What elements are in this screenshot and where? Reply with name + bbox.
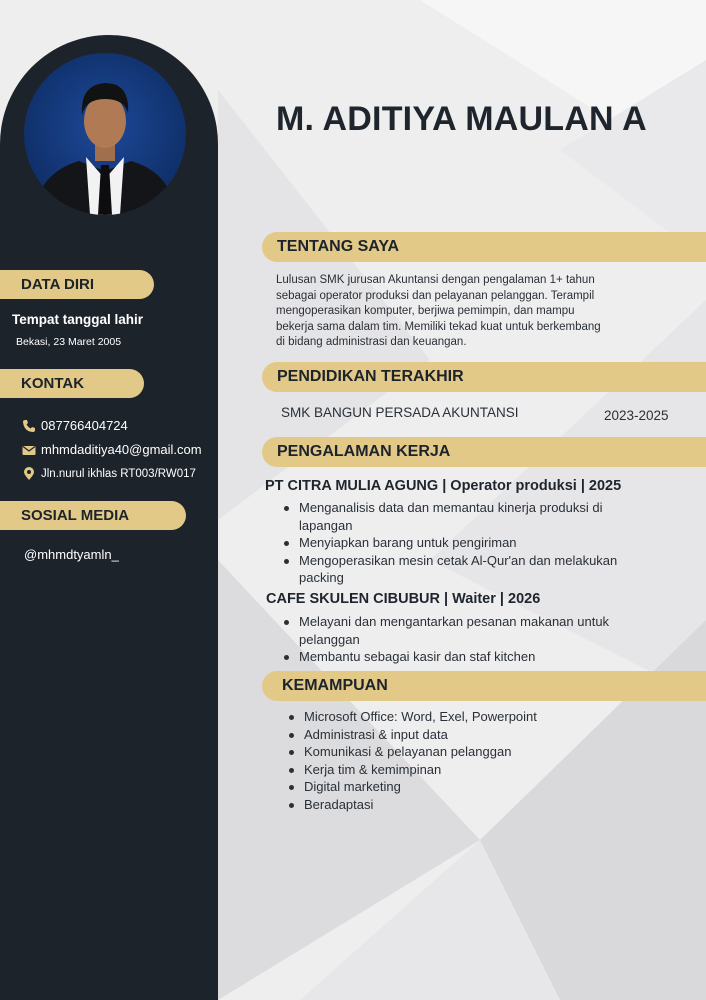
- skills-heading: KEMAMPUAN: [262, 671, 706, 701]
- full-name: M. ADITIYA MAULAN A: [276, 100, 647, 138]
- list-item: Mengoperasikan mesin cetak Al-Qur'an dan melakukan packing: [279, 552, 649, 587]
- skills-list: [284, 708, 614, 813]
- list-item: Melayani dan mengantarkan pesanan makanan untuk pelanggan: [279, 613, 649, 648]
- email-row: [22, 442, 202, 457]
- social-handle[interactable]: @mhmdtyamln_: [24, 547, 119, 562]
- birth-label: Tempat tanggal lahir: [12, 312, 144, 327]
- school-name: SMK BANGUN PERSADA AKUNTANSI: [281, 405, 519, 420]
- list-item: Komunikasi & pelayanan pelanggan: [284, 743, 614, 761]
- list-item: Menganalisis data dan memantau kinerja produksi di lapangan: [279, 499, 649, 534]
- about-heading: TENTANG SAYA: [262, 232, 706, 262]
- job-duties: [279, 499, 649, 587]
- list-item: Beradaptasi: [284, 796, 614, 814]
- sosial-media-heading: SOSIAL MEDIA: [0, 501, 186, 530]
- envelope-icon: [22, 443, 36, 457]
- list-item: Digital marketing: [284, 778, 614, 796]
- data-diri-heading: DATA DIRI: [0, 270, 154, 299]
- list-item: Membantu sebagai kasir dan staf kitchen: [279, 648, 649, 666]
- address: Jln.nurul ikhlas RT003/RW017: [41, 468, 196, 480]
- address-row: [22, 467, 196, 481]
- about-text: Lulusan SMK jurusan Akuntansi dengan pengalaman 1+ tahun sebagai operator produksi dan pelayanan pelanggan. Terampil mengoperasikan komputer, berjiwa pemimpin, dan mampu bekerja sama dalam tim. Memiliki tekad kuat untuk berkembang di bidang administrasi dan keuangan.: [276, 274, 601, 348]
- experience-heading: PENGALAMAN KERJA: [262, 437, 706, 467]
- email-address[interactable]: mhmdaditiya40@gmail.com: [41, 442, 202, 457]
- location-pin-icon: [22, 467, 36, 481]
- kontak-heading: KONTAK: [0, 369, 144, 398]
- list-item: Kerja tim & kemimpinan: [284, 761, 614, 779]
- profile-photo: [24, 53, 186, 215]
- phone-icon: [22, 419, 36, 433]
- education-years: 2023-2025: [604, 408, 669, 423]
- phone-row: [22, 418, 128, 433]
- list-item: Microsoft Office: Word, Exel, Powerpoint: [284, 708, 614, 726]
- job-title: CAFE SKULEN CIBUBUR | Waiter | 2026: [266, 591, 541, 607]
- birth-value: Bekasi, 23 Maret 2005: [16, 336, 122, 348]
- job-title: PT CITRA MULIA AGUNG | Operator produksi | 2025: [265, 478, 622, 494]
- job-duties: [279, 613, 649, 666]
- list-item: Administrasi & input data: [284, 726, 614, 744]
- education-heading: PENDIDIKAN TERAKHIR: [262, 362, 706, 392]
- phone-number[interactable]: 087766404724: [41, 418, 128, 433]
- list-item: Menyiapkan barang untuk pengiriman: [279, 534, 649, 552]
